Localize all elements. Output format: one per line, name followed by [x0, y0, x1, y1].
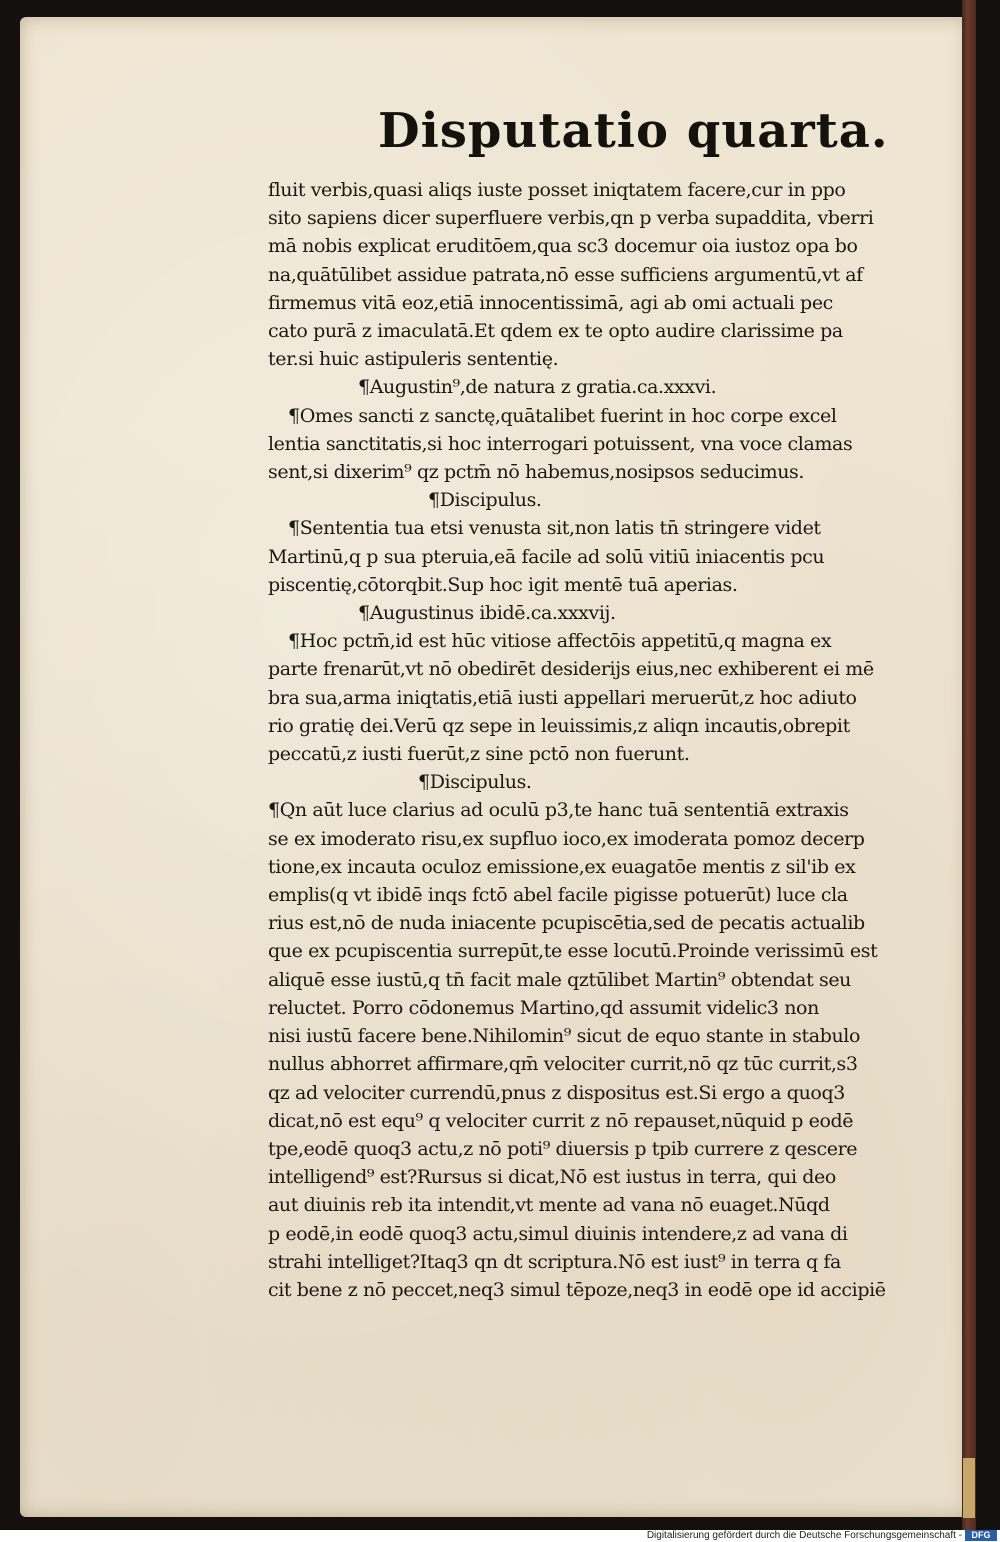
section-rubric: ¶Augustinus ibidē.ca.xxxvij. [358, 602, 616, 625]
text-line: sito sapiens dicer superfluere verbis,qn p verba supaddita, vberri [268, 207, 874, 230]
footer-bar [0, 1530, 1000, 1542]
text-line: se ex imoderato risu,ex supfluo ioco,ex imoderata pomoz decerp [268, 827, 865, 850]
text-line: tpe,eodē quoq3 actu,z nō poti⁹ diuersis p tpib currere z qescere [268, 1137, 858, 1160]
section-rubric: ¶Discipulus. [418, 771, 532, 794]
text-line: p eodē,in eodē quoq3 actu,simul diuinis intendere,z ad vana di [268, 1222, 848, 1245]
text-line: firmemus vitā eoz,etiā innocentissimā, agi ab omi actuali pec [268, 291, 833, 314]
text-line: que ex pcupiscentia surrepūt,te esse locutū.Proinde verissimū est [268, 940, 878, 963]
text-line: peccatū,z iusti fuerūt,z sine pctō non fuerunt. [268, 743, 690, 766]
funding-credit: Digitalisierung gefördert durch die Deutsche Forschungsgemeinschaft - [646, 1530, 962, 1541]
text-line: cit bene z nō peccet,neq3 simul tēpoze,neq3 in eodē ope id accipiē [268, 1278, 886, 1301]
text-line: ter.si huic astipuleris sententię. [268, 348, 559, 371]
text-line: fluit verbis,quasi aliqs iuste posset iniqtatem facere,cur in ppo [268, 179, 846, 201]
text-line: rio gratię dei.Verū qz sepe in leuissimis,z aliqn incautis,obrepit [268, 714, 850, 737]
text-line: na,quātūlibet assidue patrata,nō esse sufficiens argumentū,vt af [268, 263, 863, 286]
text-line: ¶Omes sancti z sanctę,quātalibet fuerint in hoc corpe excel [288, 404, 837, 427]
text-line: emplis(q vt ibidē inqs fctō abel facile pigisse potuerūt) luce cla [268, 884, 848, 907]
section-rubric: ¶Augustin⁹,de natura z gratia.ca.xxxvi. [358, 376, 717, 399]
text-line: ¶Hoc pctm̄,id est hūc vitiose affectōis appetitū,q magna ex [288, 630, 832, 653]
dfg-logo[interactable]: DFG [965, 1530, 997, 1541]
text-line: aut diuinis reb ita intendit,vt mente ad vana nō euaget.Nūqd [268, 1194, 830, 1217]
text-line: piscentię,cōtorqbit.Sup hoc igit mentē tuā aperias. [268, 573, 738, 596]
text-line: reluctet. Porro cōdonemus Martino,qd assumit videlic3 non [268, 996, 819, 1019]
text-line: lentia sanctitatis,si hoc interrogari potuissent, vna voce clamas [268, 432, 853, 455]
text-line: ¶Sententia tua etsi venusta sit,non latis tn̄ stringere videt [288, 517, 821, 540]
text-line: aliquē esse iustū,q tn̄ facit male qztūlibet Martin⁹ obtendat seu [268, 968, 852, 991]
text-line: sent,si dixerim⁹ qz pctm̄ nō habemus,nosipsos seducimus. [268, 461, 805, 484]
section-rubric: ¶Discipulus. [428, 489, 542, 512]
text-line: bra sua,arma iniqtatis,etiā iusti appellari meruerūt,z hoc adiuto [268, 686, 857, 709]
text-line: rius est,nō de nuda iniacente pcupiscētia,sed de pecatis actualib [268, 912, 865, 935]
text-line: intelligend⁹ est?Rursus si dicat,Nō est iustus in terra, qui deo [268, 1166, 836, 1189]
text-line: ¶Qn aūt luce clarius ad oculū p3,te hanc tuā sententiā extraxis [268, 799, 849, 822]
text-line: parte frenarūt,vt nō obedirēt desiderijs eius,nec exhiberent ei mē [268, 658, 874, 681]
text-line: cato purā z imaculatā.Et qdem ex te opto audire clarissime pa [268, 320, 843, 343]
text-line: nullus abhorret affirmare,qm̄ velociter currit,nō qz tūc currit,s3 [268, 1053, 858, 1076]
book-spine-edge [962, 0, 976, 1530]
text-line: Martinū,q p sua pteruia,eā facile ad solū vitiū iniacentis pcu [268, 545, 825, 568]
text-line: tione,ex incauta oculoz emissione,ex euagatōe mentis z sil'ib ex [268, 855, 856, 878]
text-line: mā nobis explicat eruditōem,qua sc3 docemur oia iustoz opa bo [268, 235, 858, 258]
text-line: nisi iustū facere bene.Nihilomin⁹ sicut de equo stante in stabulo [268, 1025, 861, 1048]
page-marker-tab [963, 1458, 975, 1518]
text-line: strahi intelliget?Itaq3 qn dt scriptura.Nō est iust⁹ in terra q fa [268, 1250, 841, 1273]
page-heading: Disputatio quarta. [378, 103, 889, 159]
page-text-block [268, 100, 938, 1304]
text-line: dicat,nō est equ⁹ q velociter currit z nō repauset,nūquid p eodē [268, 1109, 854, 1132]
text-line: qz ad velociter currendū,pnus z dispositus est.Si ergo a quoq3 [268, 1081, 845, 1104]
